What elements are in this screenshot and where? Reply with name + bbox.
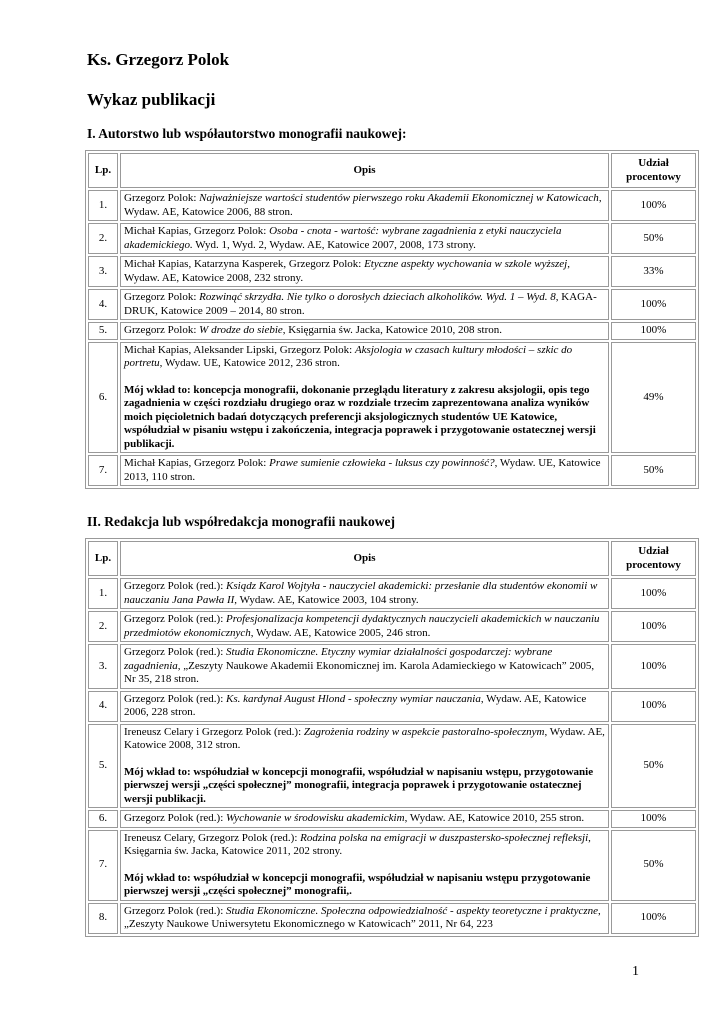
citation-title: Ksiądz Karol Wojtyła - nauczyciel akademicki: przesłanie dla studentów ekonomii w nauczaniu Jana Pawła II xyxy=(124,580,598,606)
percentage-share: 100% xyxy=(611,578,696,609)
document-title: Wykaz publikacji xyxy=(87,90,216,109)
row-number: 8. xyxy=(88,903,118,934)
publication-description xyxy=(120,724,609,809)
citation xyxy=(124,580,605,607)
citation-details: , Wydaw. UE, Katowice 2013, 110 stron. xyxy=(124,457,601,483)
citation-authors: Ireneusz Celary i Grzegorz Polok (red.): xyxy=(124,725,304,738)
citation xyxy=(124,324,605,338)
citation-authors: Michał Kapias, Grzegorz Polok: xyxy=(124,457,270,469)
monographs-table xyxy=(85,150,699,489)
citation-details: , „Zeszyty Naukowe Uniwersytetu Ekonomicznego w Katowicach” 2011, Nr 64, 223 xyxy=(124,904,601,930)
table-row xyxy=(88,724,696,809)
citation xyxy=(124,832,605,859)
row-number: 7. xyxy=(88,455,118,486)
citation-title: Profesjonalizacja kompetencji dydaktycznych nauczycieli akademickich w nauczaniu przedmiotów ekonomicznych xyxy=(124,613,600,639)
citation-details: , Wydaw. AE, Katowice 2008, 312 stron. xyxy=(124,725,605,751)
citation-authors: Michał Kapias, Katarzyna Kasperek, Grzegorz Polok: xyxy=(124,258,365,270)
citation xyxy=(124,192,605,219)
opis-header: Opis xyxy=(120,541,609,576)
contribution-note: Mój wkład to: współudział w koncepcji monografii, współudział w napisaniu wstępu, przygotowanie pierwszej wersji „części społecznej” monografii, integracja poprawek i przygotowanie ostatecznej wersji publikacji. xyxy=(124,765,594,805)
citation-authors: Grzegorz Polok (red.): xyxy=(124,580,227,592)
publication-description xyxy=(120,455,609,486)
citation-title: Rozwinąć skrzydła. Nie tylko o dorosłych dzieciach alkoholików. Wyd. 1 – Wyd. 8 xyxy=(199,291,556,303)
percentage-share: 100% xyxy=(611,611,696,642)
citation-authors: Grzegorz Polok (red.): xyxy=(124,646,227,658)
table-row xyxy=(88,644,696,689)
citation-title: Etyczne aspekty wychowania w szkole wyższej xyxy=(364,258,568,270)
citation-title: Zagrożenia rodziny w aspekcie pastoralno-społecznym xyxy=(303,725,545,738)
contribution-note: Mój wkład to: współudział w koncepcji monografii, współudział w napisaniu wstępu przygotowanie pierwszej wersji „części społecznej” monografii,. xyxy=(124,871,591,897)
publication-description xyxy=(120,810,609,828)
row-number: 5. xyxy=(88,322,118,340)
percentage-share: 100% xyxy=(611,322,696,340)
citation-title: Prawe sumienie człowieka - luksus czy powinność? xyxy=(269,457,495,469)
percentage-share: 50% xyxy=(611,223,696,254)
table-row xyxy=(88,611,696,642)
percentage-share: 100% xyxy=(611,691,696,722)
citation-authors: Michał Kapias, Grzegorz Polok: xyxy=(124,225,270,237)
citation-details: , Wydaw. AE, Katowice 2006, 228 stron. xyxy=(124,692,587,718)
table-header-row xyxy=(88,541,696,576)
citation-authors: Grzegorz Polok: xyxy=(124,291,200,303)
table-row xyxy=(88,691,696,722)
page-number: 1 xyxy=(632,964,639,979)
opis-header: Opis xyxy=(120,153,609,188)
percentage-share: 50% xyxy=(611,455,696,486)
publication-description xyxy=(120,342,609,454)
percentage-share: 33% xyxy=(611,256,696,287)
table-row xyxy=(88,810,696,828)
table-row xyxy=(88,190,696,221)
citation-details: Wydaw. UE, Katowice 2012, 236 stron. xyxy=(162,357,340,369)
contribution-note: Mój wkład to: koncepcja monografii, dokonanie przeglądu literatury z zakresu aksjologii, opis tego zagadnienia w części rozdziału drugiego oraz w rozdziale trzecim zaprezentowana analiza wyników moich pięcioletnich badań dotyczących preferencji aksjologicznych studentów UE Katowice, współudział w pisaniu wstępu i zakończenia, integracja poprawek i przygotowanie ostatecznej wersji publikacji. xyxy=(124,383,596,450)
citation-details: , Wydaw. AE, Katowice 2005, 246 stron. xyxy=(250,626,431,639)
citation-details: , Wydaw. AE, Katowice 2006, 88 stron. xyxy=(124,192,602,218)
section-heading-2: II. Redakcja lub współredakcja monografii naukowej xyxy=(87,514,396,529)
table-row xyxy=(88,830,696,901)
citation-details: , Księgarnia św. Jacka, Katowice 2010, 208 stron. xyxy=(282,324,502,336)
citation-title: Najważniejsze wartości studentów pierwszego roku Akademii Ekonomicznej w Katowicach xyxy=(199,192,599,204)
row-number: 7. xyxy=(88,830,118,901)
row-number: 3. xyxy=(88,256,118,287)
citation-title: W drodze do siebie xyxy=(199,324,283,336)
row-number: 2. xyxy=(88,223,118,254)
citation-details: , Wydaw. AE, Katowice 2008, 232 strony. xyxy=(124,258,570,284)
row-number: 5. xyxy=(88,724,118,809)
table-row xyxy=(88,342,696,454)
publication-description xyxy=(120,903,609,934)
editorship-table xyxy=(85,538,699,937)
citation-title: Ks. kardynał August Hlond - społeczny wymiar nauczania xyxy=(226,692,481,705)
section-heading-1: I. Autorstwo lub współautorstwo monografii naukowej: xyxy=(87,126,407,141)
percentage-share: 50% xyxy=(611,724,696,809)
row-number: 2. xyxy=(88,611,118,642)
citation-title: Wychowanie w środowisku akademickim xyxy=(226,812,405,824)
citation-authors: Grzegorz Polok: xyxy=(124,192,200,204)
citation xyxy=(124,693,605,720)
table-row xyxy=(88,322,696,340)
lp-header: Lp. xyxy=(88,153,118,188)
publication-description xyxy=(120,289,609,320)
publication-description xyxy=(120,190,609,221)
citation xyxy=(124,905,605,932)
percentage-share: 100% xyxy=(611,289,696,320)
publication-description xyxy=(120,644,609,689)
author-name: Ks. Grzegorz Polok xyxy=(87,50,230,69)
udzial-header: Udział procentowy xyxy=(611,153,696,188)
citation-title: Osoba - cnota - wartość: wybrane zagadnienia z etyki nauczyciela akademickiego. xyxy=(124,225,562,251)
table-row xyxy=(88,223,696,254)
citation-title: Rodzina polska na emigracji w duszpastersko-społecznej refleksji xyxy=(300,831,589,844)
row-number: 6. xyxy=(88,810,118,828)
citation xyxy=(124,812,605,826)
publication-description xyxy=(120,830,609,901)
publication-description xyxy=(120,256,609,287)
citation-authors: Grzegorz Polok (red.): xyxy=(124,904,227,917)
citation xyxy=(124,646,605,687)
citation-details: , KAGA-DRUK, Katowice 2009 – 2014, 80 stron. xyxy=(124,291,597,317)
citation xyxy=(124,291,605,318)
percentage-share: 49% xyxy=(611,342,696,454)
citation xyxy=(124,258,605,285)
lp-header: Lp. xyxy=(88,541,118,576)
citation-details: , Księgarnia św. Jacka, Katowice 2011, 202 strony. xyxy=(124,831,591,857)
citation xyxy=(124,225,605,252)
table-row xyxy=(88,903,696,934)
row-number: 1. xyxy=(88,578,118,609)
citation-details: „Zeszyty Naukowe Akademii Ekonomicznej im. Karola Adamieckiego w Katowicach” 2005, Nr 35, 218 stron. xyxy=(124,659,595,685)
percentage-share: 100% xyxy=(611,190,696,221)
publication-description xyxy=(120,691,609,722)
citation xyxy=(124,344,605,371)
citation-title: Aksjologia w czasach kultury młodości – szkic do portretu, xyxy=(124,343,573,369)
row-number: 3. xyxy=(88,644,118,689)
table-row xyxy=(88,256,696,287)
citation-authors: Michał Kapias, Aleksander Lipski, Grzegorz Polok: xyxy=(124,343,355,356)
citation xyxy=(124,726,605,753)
publication-description xyxy=(120,611,609,642)
udzial-header: Udział procentowy xyxy=(611,541,696,576)
percentage-share: 100% xyxy=(611,903,696,934)
publication-description xyxy=(120,578,609,609)
citation-authors: Grzegorz Polok (red.): xyxy=(124,613,227,625)
percentage-share: 50% xyxy=(611,830,696,901)
table-row xyxy=(88,455,696,486)
citation-details: Wyd. 1, Wyd. 2, Wydaw. AE, Katowice 2007, 2008, 173 strony. xyxy=(192,238,476,251)
row-number: 6. xyxy=(88,342,118,454)
citation-title: Studia Ekonomiczne. Społeczna odpowiedzialność - aspekty teoretyczne i praktyczne xyxy=(226,904,599,917)
citation-authors: Grzegorz Polok: xyxy=(124,324,200,336)
citation-authors: Grzegorz Polok (red.): xyxy=(124,812,227,824)
citation xyxy=(124,457,605,484)
percentage-share: 100% xyxy=(611,810,696,828)
row-number: 4. xyxy=(88,691,118,722)
row-number: 4. xyxy=(88,289,118,320)
row-number: 1. xyxy=(88,190,118,221)
table-row xyxy=(88,578,696,609)
citation-authors: Grzegorz Polok (red.): xyxy=(124,692,227,705)
table-row xyxy=(88,289,696,320)
publication-description xyxy=(120,322,609,340)
publication-description xyxy=(120,223,609,254)
table-header-row xyxy=(88,153,696,188)
citation-details: , Wydaw. AE, Katowice 2010, 255 stron. xyxy=(404,812,585,824)
citation xyxy=(124,613,605,640)
citation-title: Studia Ekonomiczne. Etyczny wymiar działalności gospodarczej: wybrane zagadnienia, xyxy=(124,646,553,672)
citation-authors: Ireneusz Celary, Grzegorz Polok (red.): xyxy=(124,831,301,844)
citation-details: , Wydaw. AE, Katowice 2003, 104 strony. xyxy=(234,593,419,606)
percentage-share: 100% xyxy=(611,644,696,689)
